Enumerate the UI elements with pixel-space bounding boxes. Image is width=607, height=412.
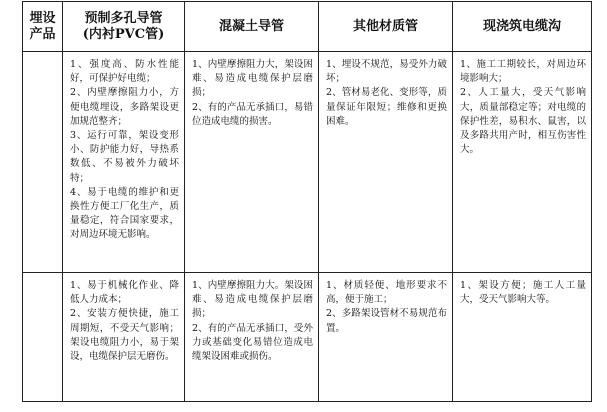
table-cell bbox=[453, 273, 592, 402]
table-cell bbox=[63, 273, 185, 402]
cell-text-concrete: 1、内壁摩擦阻力大，架设困难、易造成电缆保护层磨损； 2、有的产品无承插口，易错位造成电缆的损害。 bbox=[192, 59, 313, 127]
cell-text-precast: 1、强度高、防水性能好，可保护好电缆； 2、内壁摩擦阻力小，方便电缆埋设，多路架设更加规范整齐； 3、运行可靠，架设变形小、防护能力好，导热系数低、不易被外力破坏特； 4、易于电缆的维护和更换性方便工厂化生产，质量稳定，符合国家要求，对周边环境无影响。 bbox=[70, 59, 179, 241]
table-row bbox=[23, 52, 592, 273]
comparison-table bbox=[22, 1, 592, 402]
table-cell bbox=[185, 52, 319, 273]
row-product-cell bbox=[23, 273, 63, 402]
cell-text-other: 1、材质轻便、地形要求不高，便于施工； 2、多路架设管材不易规范布置。 bbox=[326, 280, 447, 334]
header-row bbox=[23, 2, 592, 52]
header-precast-conduit bbox=[63, 2, 185, 52]
table-cell bbox=[453, 52, 592, 273]
header-product-label: 埋设 产品 bbox=[29, 10, 56, 42]
cell-text-concrete: 1、内壁摩擦阻力大。架设困难、易造成电缆保护层磨损； 2、有的产品无承插口，受外力或基础变化易错位造成电缆架设困难或损伤。 bbox=[192, 280, 313, 363]
table-cell bbox=[319, 273, 453, 402]
header-other-material-pipe bbox=[319, 2, 453, 52]
header-concrete-conduit-label: 混凝土导管 bbox=[218, 18, 284, 34]
header-other-material-pipe-label: 其他材质管 bbox=[352, 18, 418, 34]
table-row bbox=[23, 273, 592, 402]
table-cell bbox=[185, 273, 319, 402]
cell-text-precast: 1、易于机械化作业、降低人力成本； 2、安装方便快捷，施工周期短，不受天气影响；架设电缆阻力小，易于架设，电缆保护层无磨伤。 bbox=[70, 280, 179, 363]
header-precast-conduit-label: 预制多孔导管 (内衬PVC管) bbox=[82, 10, 165, 42]
table-cell bbox=[319, 52, 453, 273]
table-cell bbox=[63, 52, 185, 273]
header-product bbox=[23, 2, 63, 52]
cell-text-other: 1、埋设不规范，易受外力破坏； 2、管材易老化、变形等，质量保证年限短；维修和更换困难。 bbox=[326, 59, 447, 127]
header-cast-in-place-trench bbox=[453, 2, 592, 52]
header-concrete-conduit bbox=[185, 2, 319, 52]
row-product-cell bbox=[23, 52, 63, 273]
cell-text-trench: 1、施工工期较长，对周边环境影响大； 2、人工量大，受天气影响大，质量部稳定等；对电缆的保护性差，易积水、鼠害，以及多路共用产时，相互伤害性大。 bbox=[460, 59, 586, 156]
header-cast-in-place-trench-label: 现浇筑电缆沟 bbox=[482, 18, 561, 34]
cell-text-trench: 1、架设方便；施工人工量大，受天气影响大等。 bbox=[460, 280, 586, 306]
